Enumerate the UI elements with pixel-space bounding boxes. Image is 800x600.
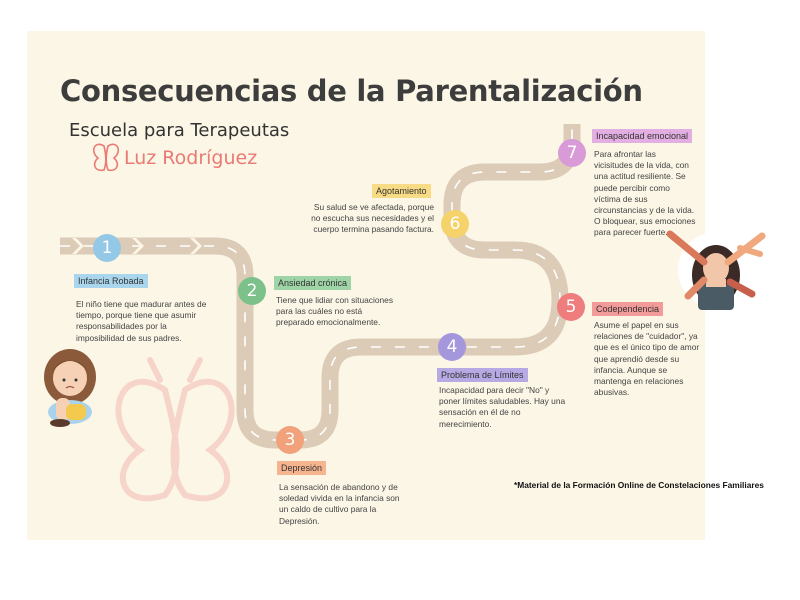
- butterfly-logo-icon: [94, 144, 119, 170]
- brand-name: Luz Rodríguez: [124, 147, 258, 169]
- butterfly-watermark: [118, 360, 231, 498]
- step-4-description: Incapacidad para decir "No" y poner límites saludables. Hay una sensación en él de no merecimiento.: [439, 385, 566, 429]
- step-1-label: Infancia Robada: [74, 274, 148, 288]
- step-1-description: El niño tiene que madurar antes de tiempo, porque tiene que asumir responsabilidades por la imposibilidad de sus padres.: [76, 299, 207, 343]
- step-6-description: Su salud se ve afectada, porque no escucha sus necesidades y el cuerpo termina pasando factura.: [311, 202, 434, 235]
- page-title: Consecuencias de la Parentalización: [60, 74, 643, 108]
- overwhelmed-woman-illustration: [670, 232, 762, 310]
- step-7-description: Para afrontar las vicisitudes de la vida, con una actitud resiliente. Se puede percibir como víctima de sus circunstancias y de la vida. O bloquear, sus emociones para parecer fuerte.: [594, 149, 696, 238]
- footer-note: *Material de la Formación Online de Constelaciones Familiares: [514, 480, 764, 490]
- sad-child-illustration: [44, 349, 96, 427]
- page-subtitle: Escuela para Terapeutas: [69, 120, 290, 141]
- step-7-label: Incapacidad emocional: [592, 129, 692, 143]
- step-1-number: 1: [93, 234, 121, 262]
- step-7-number: 7: [558, 139, 586, 167]
- step-5-description: Asume el papel en sus relaciones de "cuidador", ya que es el único tipo de amor que aprendió desde su infancia. Aunque se mantenga en relaciones abusivas.: [594, 320, 700, 398]
- step-4-number: 4: [438, 333, 466, 361]
- step-6-label: Agotamiento: [372, 184, 431, 198]
- step-2-label: Ansiedad crónica: [274, 276, 351, 290]
- step-3-label: Depresión: [277, 461, 326, 475]
- step-2-description: Tiene que lidiar con situaciones para las cuáles no está preparado emocionalmente.: [276, 295, 394, 328]
- step-5-number: 5: [557, 293, 585, 321]
- step-3-description: La sensación de abandono y de soledad vivida en la infancia son un caldo de cultivo para la Depresión.: [279, 482, 400, 526]
- step-5-label: Codependencia: [592, 302, 663, 316]
- step-4-label: Problema de Límites: [437, 368, 528, 382]
- step-2-number: 2: [238, 277, 266, 305]
- step-6-number: 6: [441, 210, 469, 238]
- step-3-number: 3: [276, 426, 304, 454]
